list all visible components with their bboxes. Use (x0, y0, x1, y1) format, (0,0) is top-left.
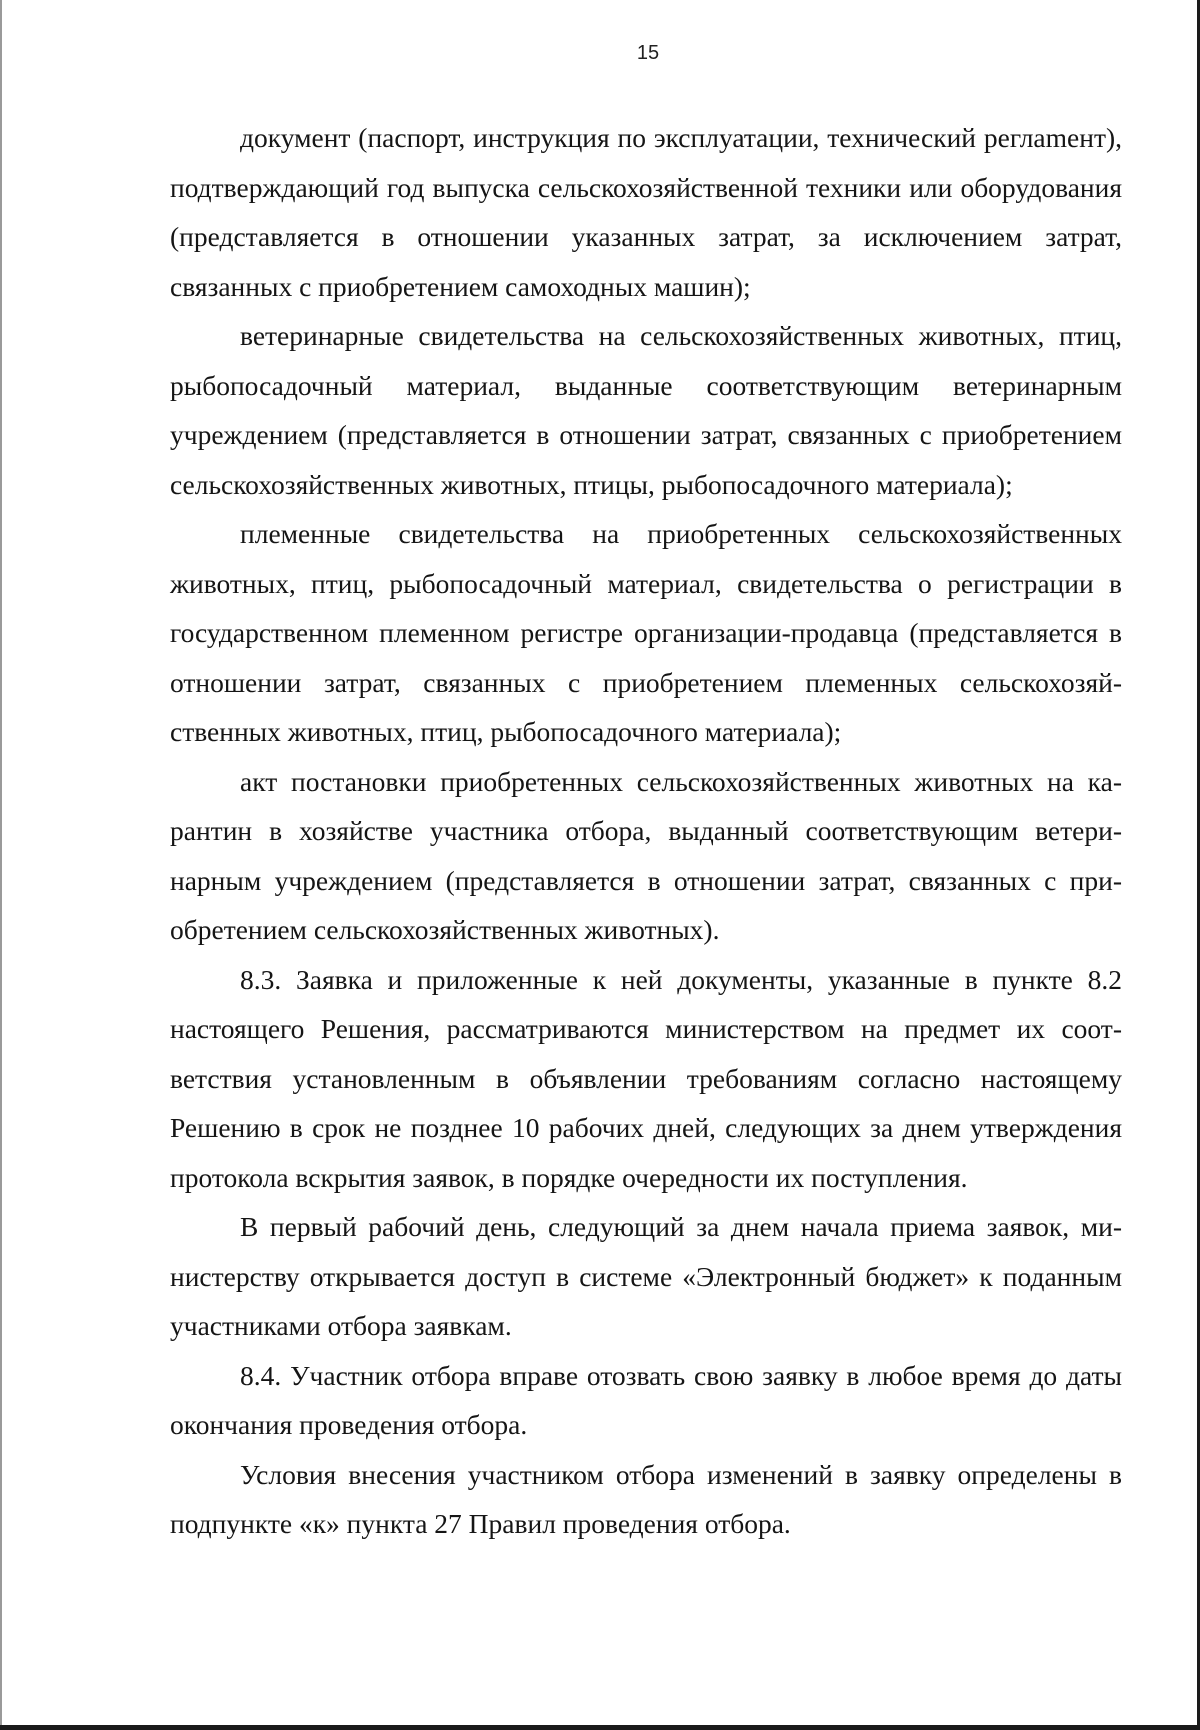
paragraph-8-3: 8.3. Заявка и приложенные к ней документы, указанные в пункте 8.2 настоящего Решения, рассматриваются министерством на предмет их соответствия установленным в объявлении требованиям согласно настоящему Решению в срок не позднее 10 рабочих дней, следующих за днем утверждения протокола вскрытия заявок, в порядке очередности их поступления. (170, 963, 1122, 1193)
scan-edge-left (0, 0, 2, 1730)
paragraph-document-passport: документ (паспорт, инструкция по эксплуатации, технический реглаmент), подтверждающий год выпуска сельскохозяйственной техники или оборудования (представляется в отношении указанных затрат, за исключением затрат, связанных с приобретением самоходных машин); (170, 122, 1122, 302)
document-body (170, 113, 1122, 1549)
paragraph-electronic-budget-access: В первый рабочий день, следующий за днем начала приема заявок, министерству открывается доступ в системе «Электронный бюджет» к поданным участниками отбора заявкам. (170, 1211, 1122, 1341)
paragraph-8-4: 8.4. Участник отбора вправе отозвать свою заявку в любое время до даты окончания проведения отбора. (170, 1359, 1122, 1440)
paragraph-veterinary-certificates: ветеринарные свидетельства на сельскохозяйственных животных, птиц, рыбопосадочный материал, выданные соответствующим ветеринарным учреждением (представляется в отношении затрат, связанных с приобретением сельскохозяйственных животных, птицы, рыбопосадочного материала); (170, 320, 1122, 500)
scan-edge-bottom (0, 1725, 1200, 1730)
page-number: 15 (636, 42, 660, 64)
paragraph-quarantine-act: акт постановки приобретенных сельскохозяйственных животных на карантин в хозяйстве участника отбора, выданный соответствующим ветеринарным учреждением (представляется в отношении затрат, связанных с приобретением сельскохозяйственных животных). (170, 765, 1122, 945)
paragraph-application-changes: Условия внесения участником отбора изменений в заявку определены в подпункте «к» пункта 27 Правил проведения отбора. (170, 1458, 1122, 1539)
paragraph-breeding-certificates: племенные свидетельства на приобретенных сельскохозяйственных животных, птиц, рыбопосадочный материал, свидетельства о регистрации в государственном племенном регистре организации-продавца (представляется в отношении затрат, связанных с приобретением племенных сельскохозяйственных животных, птиц, рыбопосадочного материала); (170, 518, 1122, 747)
